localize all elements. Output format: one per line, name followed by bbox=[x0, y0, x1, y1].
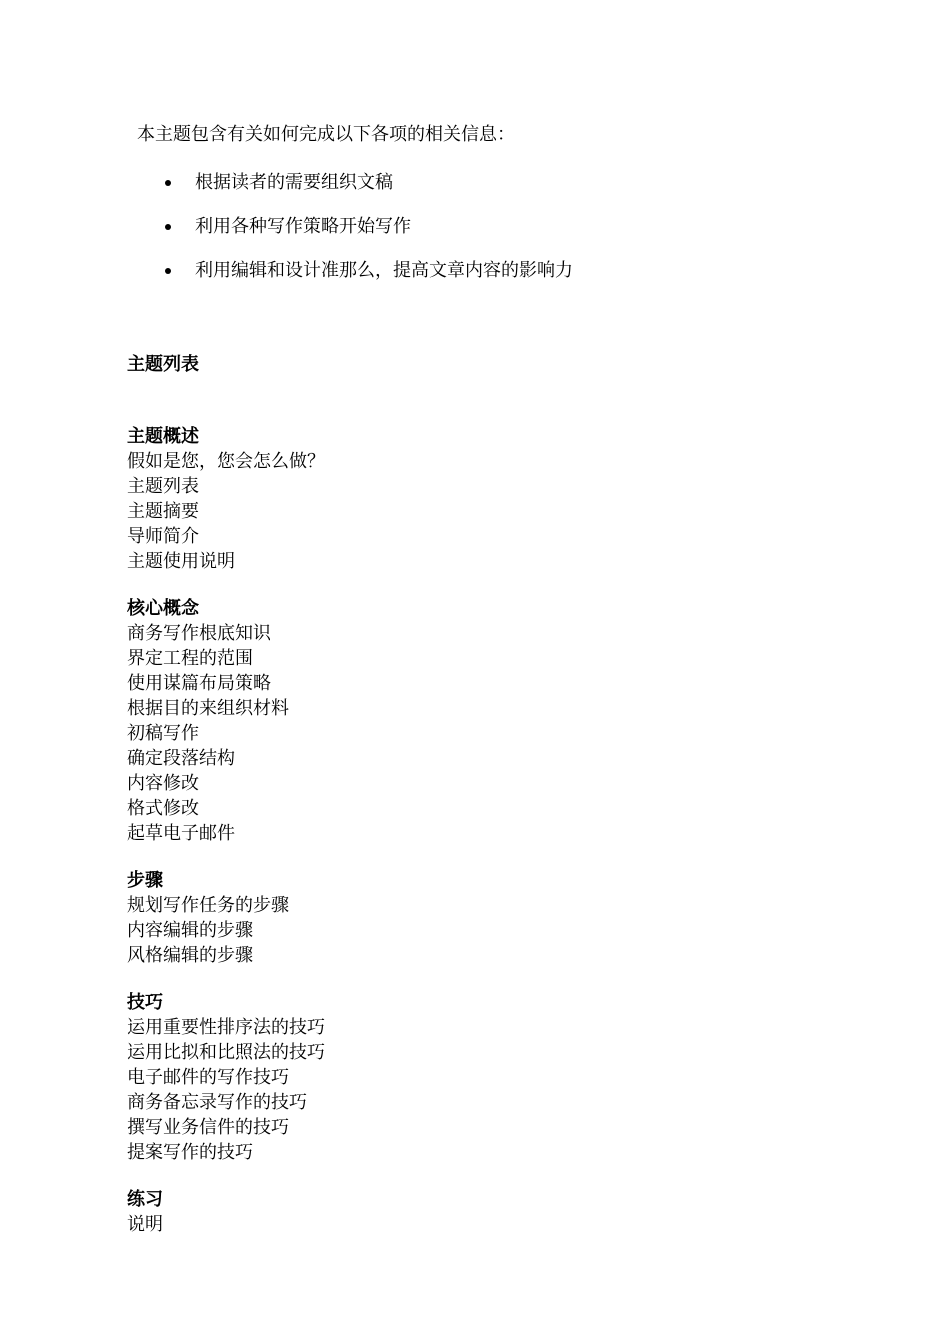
section-link[interactable]: 风格编辑的步骤 bbox=[127, 945, 253, 966]
section-link[interactable]: 商务写作根底知识 bbox=[127, 623, 271, 644]
section-link[interactable]: 假如是您，您会怎么做？ bbox=[127, 451, 325, 472]
section-link[interactable]: 确定段落结构 bbox=[127, 748, 235, 769]
section-link[interactable]: 格式修改 bbox=[127, 798, 199, 819]
section-heading: 技巧 bbox=[127, 992, 163, 1013]
section-link[interactable]: 内容编辑的步骤 bbox=[127, 920, 253, 941]
toc-title: 主题列表 bbox=[127, 354, 199, 375]
bullet-dot-icon bbox=[165, 268, 171, 274]
section-item-list bbox=[127, 893, 325, 968]
section-link[interactable]: 导师简介 bbox=[127, 526, 199, 547]
section-overview bbox=[127, 424, 325, 574]
section-link[interactable]: 商务备忘录写作的技巧 bbox=[127, 1092, 307, 1113]
intro-text: 本主题包含有关如何完成以下各项的相关信息： bbox=[137, 124, 515, 145]
section-link[interactable]: 内容修改 bbox=[127, 773, 199, 794]
section-link[interactable]: 主题使用说明 bbox=[127, 551, 235, 572]
topic-sections bbox=[127, 424, 325, 1259]
section-link[interactable]: 电子邮件的写作技巧 bbox=[127, 1067, 289, 1088]
section-link[interactable]: 主题列表 bbox=[127, 476, 199, 497]
section-link[interactable]: 撰写业务信件的技巧 bbox=[127, 1117, 289, 1138]
bullet-item bbox=[165, 170, 573, 214]
section-link[interactable]: 界定工程的范围 bbox=[127, 648, 253, 669]
bullet-text: 利用各种写作策略开始写作 bbox=[195, 216, 411, 237]
section-item-list bbox=[127, 621, 325, 846]
section-steps bbox=[127, 868, 325, 968]
section-heading: 练习 bbox=[127, 1189, 163, 1210]
bullet-text: 利用编辑和设计准那么，提高文章内容的影响力 bbox=[195, 260, 573, 281]
bullet-list bbox=[165, 170, 573, 302]
section-link[interactable]: 根据目的来组织材料 bbox=[127, 698, 289, 719]
bullet-item bbox=[165, 214, 573, 258]
section-link[interactable]: 初稿写作 bbox=[127, 723, 199, 744]
section-heading: 主题概述 bbox=[127, 426, 199, 447]
section-link[interactable]: 提案写作的技巧 bbox=[127, 1142, 253, 1163]
section-heading: 核心概念 bbox=[127, 598, 199, 619]
section-link[interactable]: 运用重要性排序法的技巧 bbox=[127, 1017, 325, 1038]
section-heading: 步骤 bbox=[127, 870, 163, 891]
section-link[interactable]: 规划写作任务的步骤 bbox=[127, 895, 289, 916]
bullet-text: 根据读者的需要组织文稿 bbox=[195, 172, 393, 193]
section-practice bbox=[127, 1187, 325, 1237]
section-link[interactable]: 运用比拟和比照法的技巧 bbox=[127, 1042, 325, 1063]
bullet-dot-icon bbox=[165, 224, 171, 230]
section-link[interactable]: 使用谋篇布局策略 bbox=[127, 673, 271, 694]
section-link[interactable]: 说明 bbox=[127, 1214, 163, 1235]
bullet-dot-icon bbox=[165, 180, 171, 186]
section-link[interactable]: 起草电子邮件 bbox=[127, 823, 235, 844]
bullet-item bbox=[165, 258, 573, 302]
section-tips bbox=[127, 990, 325, 1165]
section-core-concepts bbox=[127, 596, 325, 846]
section-item-list bbox=[127, 1015, 325, 1165]
section-item-list bbox=[127, 1212, 325, 1237]
section-item-list bbox=[127, 449, 325, 574]
section-link[interactable]: 主题摘要 bbox=[127, 501, 199, 522]
